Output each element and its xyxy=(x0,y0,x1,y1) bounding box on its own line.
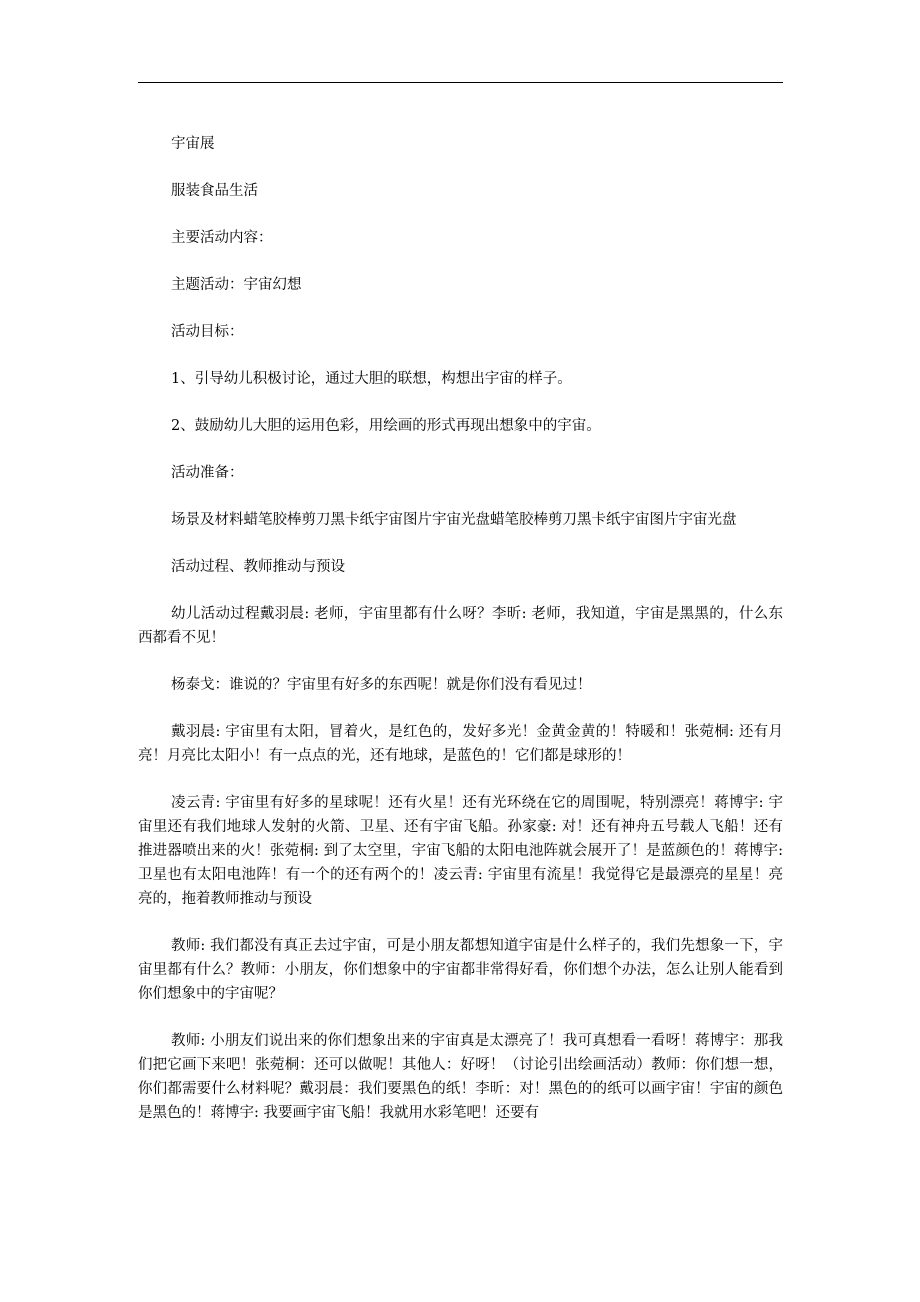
paragraph-goal-1: 1、引导幼儿积极讨论，通过大胆的联想，构想出宇宙的样子。 xyxy=(171,371,572,387)
paragraph-theme-activity: 主题活动：宇宙幻想 xyxy=(171,277,302,293)
paragraph-main-content-heading: 主要活动内容： xyxy=(171,230,273,246)
paragraph-teacher-1: 教师: 我们都没有真正去过宇宙，可是小朋友都想知道宇宙是什么样子的，我们先想象一下，宇宙里都有什么？教师：小朋友，你们想象中的宇宙都非常得好看，你们想个办法，怎么让别人能看到你们想象中的宇宙呢？ xyxy=(138,938,783,1002)
document-body xyxy=(138,132,783,1148)
paragraph-materials: 场景及材料蜡笔胶棒剪刀黑卡纸宇宙图片宇宙光盘蜡笔胶棒剪刀黑卡纸宇宙图片宇宙光盘 xyxy=(171,512,737,528)
paragraph-goals-heading: 活动目标： xyxy=(171,324,244,340)
paragraph-goal-2: 2、鼓励幼儿大胆的运用色彩，用绘画的形式再现出想象中的宇宙。 xyxy=(171,418,601,434)
paragraph-title: 宇宙展 xyxy=(171,136,215,152)
paragraph-dialogue-1: 幼儿活动过程戴羽晨: 老师，宇宙里都有什么呀？李昕: 老师，我知道，宇宙是黑黑的，什么东西都看不见！ xyxy=(138,606,783,646)
paragraph-teacher-2: 教师: 小朋友们说出来的你们想象出来的宇宙真是太漂亮了！我可真想看一看呀！蒋博宇：那我们把它画下来吧！张菀桐：还可以做呢！其他人：好呀！（讨论引出绘画活动）教师：你们想一想，你们都需要什么材料呢？戴羽晨：我们要黑色的纸！李昕：对！黑色的的纸可以画宇宙！宇宙的颜色是黑色的！蒋博宇: 我要画宇宙飞船！我就用水彩笔吧！还要有 xyxy=(138,1033,783,1121)
header-rule xyxy=(138,82,783,83)
paragraph-preparation-heading: 活动准备： xyxy=(171,465,244,481)
paragraph-category: 服装食品生活 xyxy=(171,183,258,199)
paragraph-process-heading: 活动过程、教师推动与预设 xyxy=(171,559,345,575)
paragraph-dialogue-3: 戴羽晨: 宇宙里有太阳，冒着火，是红色的，发好多光！金黄金黄的！特暖和！张菀桐: 还有月亮！月亮比太阳小！有一点点的光，还有地球，是蓝色的！它们都是球形的！ xyxy=(138,724,783,764)
paragraph-dialogue-4: 凌云青: 宇宙里有好多的星球呢！还有火星！还有光环绕在它的周围呢，特别漂亮！蒋博宇: 宇宙里还有我们地球人发射的火箭、卫星、还有宇宙飞船。孙家豪: 对！还有神舟五号载人飞船！还有推进器喷出来的火！张菀桐: 到了太空里，宇宙飞船的太阳电池阵就会展开了！是蓝颜色的！蒋博宇: 卫星也有太阳电池阵！有一个的还有两个的！凌云青: 宇宙里有流星！我觉得它是最漂亮的星星！亮亮的，拖着教师推动与预设 xyxy=(138,795,783,907)
paragraph-dialogue-2: 杨泰戈：谁说的？宇宙里有好多的东西呢！就是你们没有看见过！ xyxy=(171,677,592,693)
